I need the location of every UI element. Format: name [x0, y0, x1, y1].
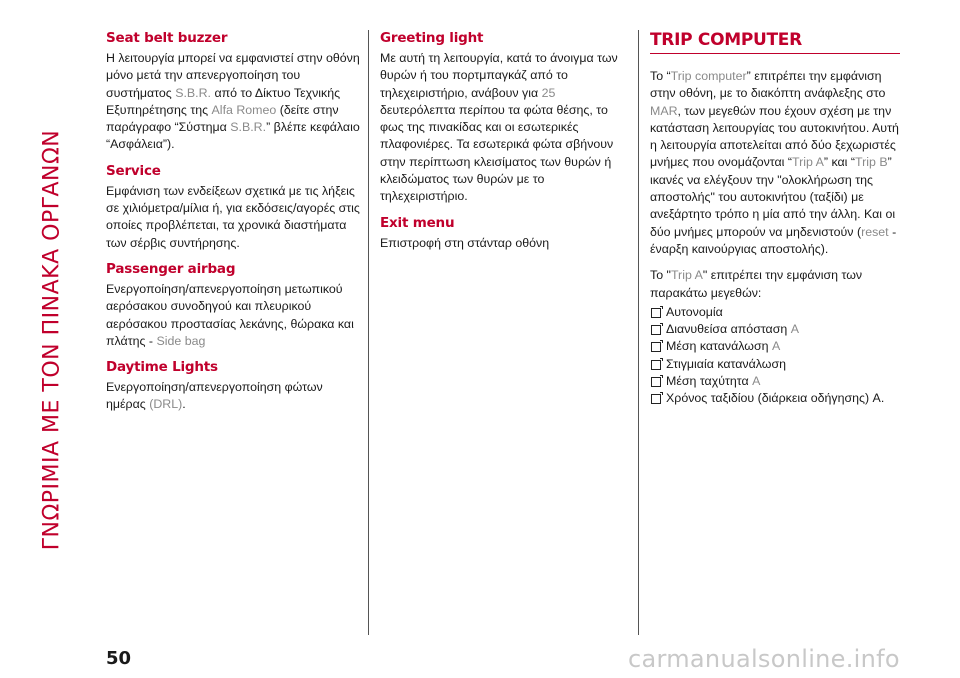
drl-text: Ενεργοποίηση/απενεργοποίηση φώτων ημέρας (DRL).: [106, 380, 323, 412]
checkbox-icon: [651, 377, 661, 387]
exit-text: Επιστροφή στη στάνταρ οθόνη: [380, 235, 550, 250]
list-item: Χρόνος ταξιδίου (διάρκεια οδήγησης) A.: [650, 390, 900, 407]
checkbox-icon: [651, 394, 661, 404]
drl-heading: Daytime Lights: [106, 359, 218, 376]
column-divider: [368, 30, 369, 635]
list-item: Αυτονομία: [650, 304, 900, 321]
list-item: Διανυθείσα απόσταση A: [650, 321, 900, 338]
greeting-heading: Greeting light: [380, 30, 484, 46]
trip-a-list: [650, 304, 900, 408]
list-item: Μέση ταχύτητα A: [650, 373, 900, 390]
airbag-heading: Passenger airbag: [106, 260, 236, 277]
checkbox-icon: [651, 342, 661, 352]
checkbox-icon: [651, 325, 661, 335]
watermark-text: carmanualsonline.info: [628, 645, 900, 673]
list-item: Μέση κατανάλωση A: [650, 338, 900, 355]
greeting-text: Με αυτή τη λειτουργία, κατά το άνοιγμα των θυρών ή του πορτμπαγκάζ από το τηλεχειριστήριο, ανάβουν για 25 δευτερόλεπτα περίπου τα φώτα θέσης, το φως της πινακίδας και οι εσωτερικές πλαφονιέρες. Τα εσωτερικά φώτα σβήνουν στην περίπτωση κλεισίματος των θυρών ή κλειδώματος των θυρών με το τηλεχειριστήριο.: [380, 51, 618, 204]
trip-computer-intro: Το “Trip computer” επιτρέπει την εμφάνιση στην οθόνη, με το διακόπτη ανάφλεξης στο MAR, των μεγεθών που έχουν σχέση με την κατάσταση λειτουργίας του αυτοκινήτου. Αυτή η λειτουργία αποτελείται από δύο ξεχωριστές μνήμες που ονομάζονται “Trip A” και “Trip B” ικανές να ελέγξουν την "ολοκλήρωση της αποστολής" του αυτοκινήτου (ταξίδι) με ανεξάρτητο τρόπο η μία από την άλλη. Και οι δύο μνήμες μπορούν να μηδενιστούν (reset - έναρξη καινούργιας αποστολής).: [650, 69, 899, 256]
checkbox-icon: [651, 360, 661, 370]
column-left: [106, 30, 361, 423]
service-heading: Service: [106, 162, 161, 179]
checkbox-icon: [651, 308, 661, 318]
seatbelt-text: Η λειτουργία μπορεί να εμφανιστεί στην οθόνη μόνο μετά την απενεργοποίηση του συστήματος S.B.R. από το Δίκτυο Τεχνικής Εξυπηρέτησης της Alfa Romeo (δείτε στην παράγραφο “Σύστημα S.B.R.” βλέπε κεφάλαιο “Ασφάλεια”).: [106, 51, 360, 152]
service-text: Εμφάνιση των ενδείξεων σχετικά με τις λήξεις σε χιλιόμετρα/μίλια ή, για εκδόσεις/αγορές στις οποίες προβλέπεται, τα χρονικά διαστήματα των σέρβις συντήρησης.: [106, 183, 360, 250]
airbag-text: Ενεργοποίηση/απενεργοποίηση μετωπικού αερόσακου συνοδηγού και πλευρικού αερόσακου προστασίας λεκάνης, θώρακα και πλάτης - Side bag: [106, 281, 354, 348]
exit-heading: Exit menu: [380, 214, 455, 231]
trip-computer-title: TRIP COMPUTER: [650, 30, 900, 54]
list-item: Στιγμιαία κατανάλωση: [650, 356, 900, 373]
seatbelt-heading: Seat belt buzzer: [106, 30, 228, 46]
page-number: 50: [106, 648, 132, 669]
column-middle: [380, 30, 625, 261]
column-right: [650, 30, 900, 408]
chapter-side-tab: ΓΝΩΡΙΜΙΑ ΜΕ ΤΟΝ ΠΙΝΑΚΑ ΟΡΓΑΝΩΝ: [39, 129, 65, 551]
trip-a-intro: Το "Trip A" επιτρέπει την εμφάνιση των παρακάτω μεγεθών:: [650, 268, 863, 300]
column-divider: [638, 30, 639, 635]
